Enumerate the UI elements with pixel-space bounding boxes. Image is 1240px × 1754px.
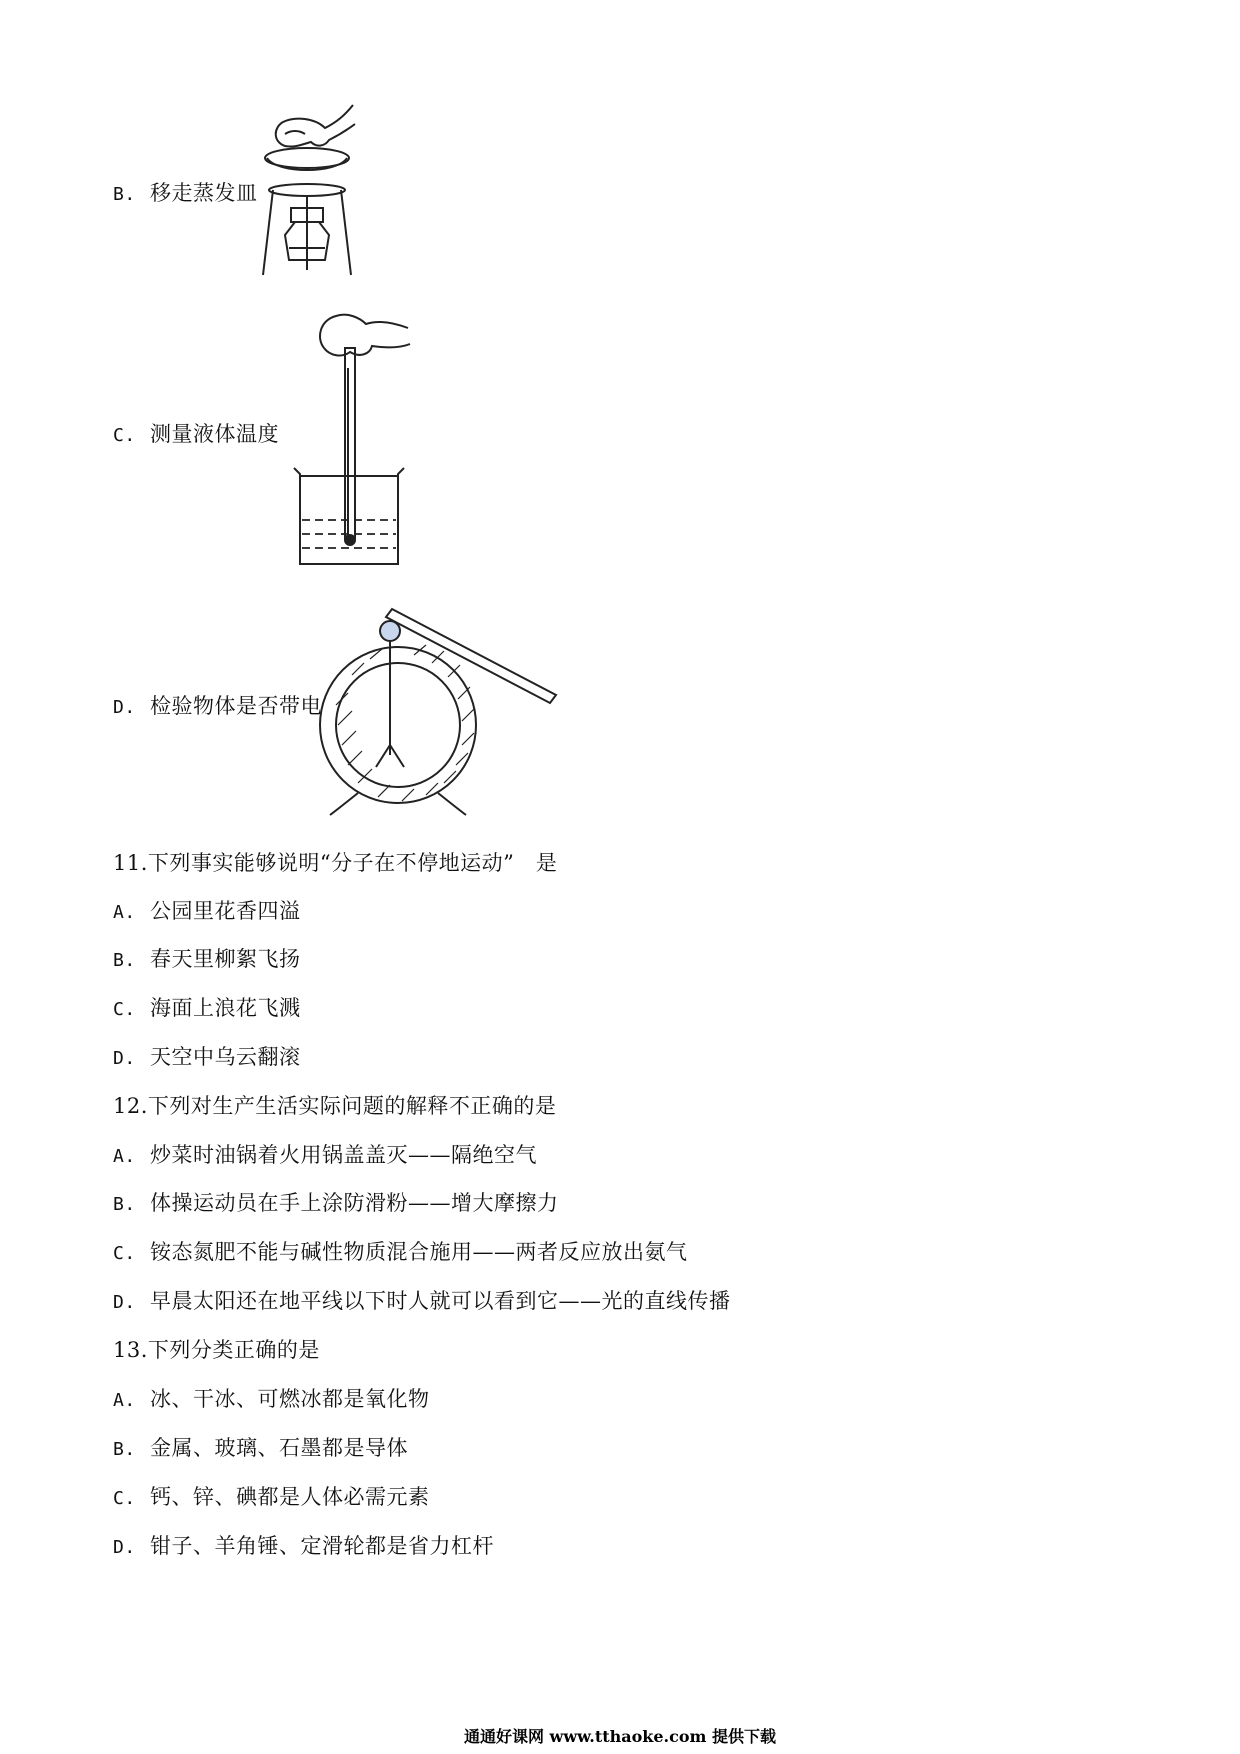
option-letter: C. <box>113 999 136 1020</box>
option-letter: D. <box>113 697 136 718</box>
question-12-option-c <box>113 1239 688 1267</box>
evaporating-dish-figure <box>255 100 370 280</box>
option-d-electroscope <box>113 693 322 721</box>
option-text: 天空中乌云翻滚 <box>150 1045 301 1069</box>
question-12-stem: 12.下列对生产生活实际问题的解释不正确的是 <box>113 1094 557 1118</box>
option-c-thermometer <box>113 421 279 449</box>
question-11-option-d <box>113 1044 301 1072</box>
question-11-option-a <box>113 898 301 926</box>
option-text: 体操运动员在手上涂防滑粉——增大摩擦力 <box>150 1191 559 1215</box>
option-text: 早晨太阳还在地平线以下时人就可以看到它——光的直线传播 <box>150 1289 731 1313</box>
option-letter: C. <box>113 425 136 446</box>
option-text: 检验物体是否带电 <box>150 694 323 718</box>
option-letter: D. <box>113 1537 136 1558</box>
question-12-option-b <box>113 1190 559 1218</box>
option-text: 春天里柳絮飞扬 <box>150 947 301 971</box>
option-text: 移走蒸发皿 <box>150 181 258 205</box>
option-text: 铵态氮肥不能与碱性物质混合施用——两者反应放出氨气 <box>150 1240 688 1264</box>
thermometer-beaker-figure <box>290 308 430 568</box>
question-13-stem: 13.下列分类正确的是 <box>113 1338 320 1362</box>
option-letter: D. <box>113 1292 136 1313</box>
option-letter: D. <box>113 1048 136 1069</box>
option-letter: C. <box>113 1488 136 1509</box>
option-b-evaporating-dish <box>113 180 258 208</box>
option-letter: B. <box>113 184 136 205</box>
question-12-option-d <box>113 1288 731 1316</box>
option-letter: B. <box>113 950 136 971</box>
page-footer: 通通好课网 www.tthaoke.com 提供下载 <box>463 1727 777 1746</box>
option-text: 钙、锌、碘都是人体必需元素 <box>150 1485 430 1509</box>
question-13-option-c <box>113 1484 430 1512</box>
option-text: 公园里花香四溢 <box>150 899 301 923</box>
question-11-option-b <box>113 946 301 974</box>
option-text: 钳子、羊角锤、定滑轮都是省力杠杆 <box>150 1534 495 1558</box>
option-text: 测量液体温度 <box>150 422 280 446</box>
option-letter: A. <box>113 902 136 923</box>
question-13-option-a <box>113 1386 430 1414</box>
option-letter: B. <box>113 1194 136 1215</box>
option-letter: B. <box>113 1439 136 1460</box>
question-12-option-a <box>113 1142 537 1170</box>
question-11-option-c <box>113 995 301 1023</box>
option-letter: A. <box>113 1146 136 1167</box>
question-11-stem: 11.下列事实能够说明“分子在不停地运动” 是 <box>113 851 558 875</box>
option-letter: C. <box>113 1243 136 1264</box>
option-letter: A. <box>113 1390 136 1411</box>
electroscope-figure <box>318 605 558 820</box>
option-text: 冰、干冰、可燃冰都是氧化物 <box>150 1387 430 1411</box>
question-13-option-b <box>113 1435 408 1463</box>
question-13-option-d <box>113 1533 494 1561</box>
option-text: 炒菜时油锅着火用锅盖盖灭——隔绝空气 <box>150 1143 538 1167</box>
option-text: 海面上浪花飞溅 <box>150 996 301 1020</box>
option-text: 金属、玻璃、石墨都是导体 <box>150 1436 409 1460</box>
